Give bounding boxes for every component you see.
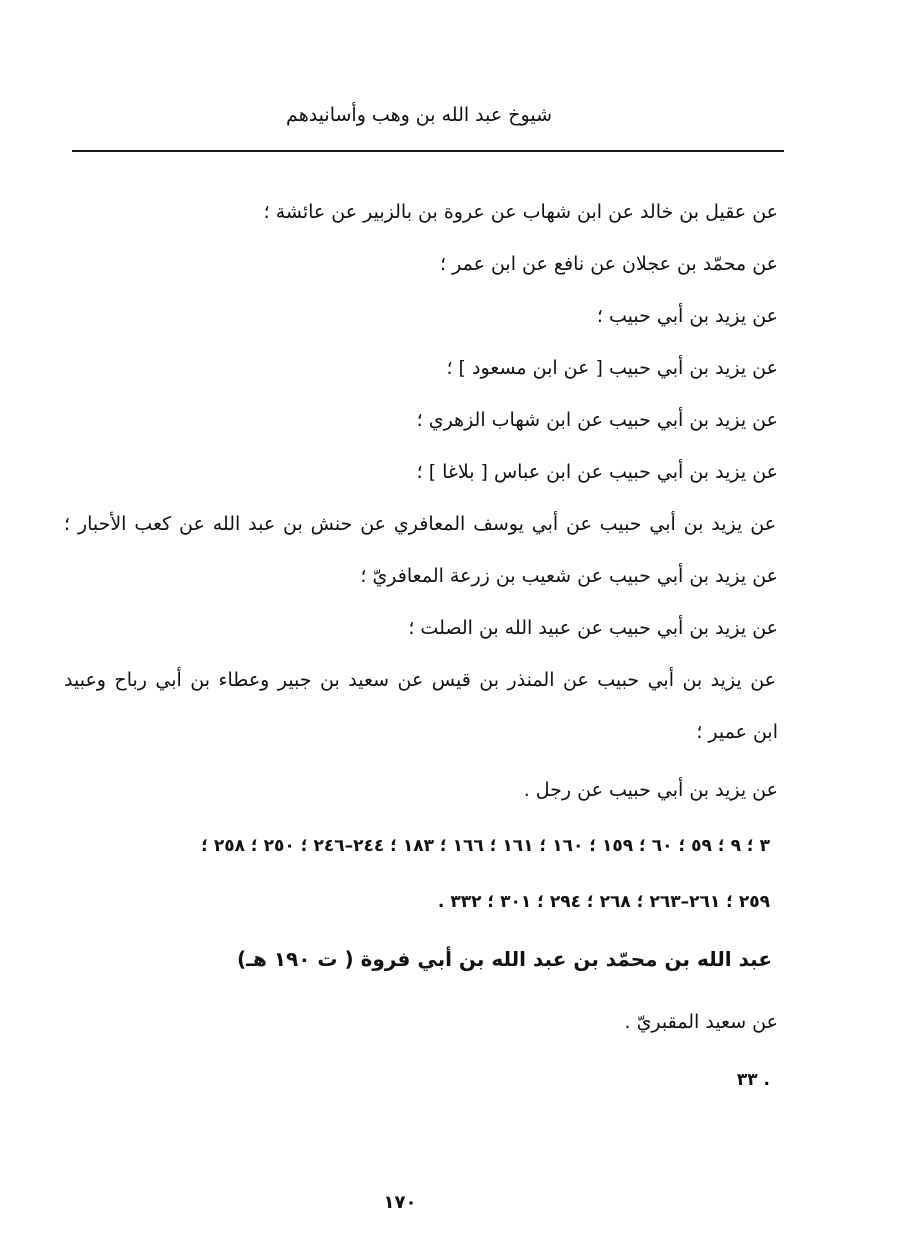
chain-line: عن سعيد المقبريّ . [624, 1011, 778, 1033]
chain-line: عن يزيد بن أبي حبيب عن أبي يوسف المعافري عن حنش بن عبد الله عن كعب الأحبار ؛ [64, 513, 776, 535]
chain-line: عن يزيد بن أبي حبيب عن شعيب بن زرعة المعافريّ ؛ [360, 565, 778, 587]
running-header: شيوخ عبد الله بن وهب وأسانيدهم [286, 104, 552, 126]
chain-line-continuation: ابن عمير ؛ [696, 721, 778, 743]
chain-line: عن يزيد بن أبي حبيب عن عبيد الله بن الصلت ؛ [408, 617, 778, 639]
hadith-numbers: . ٣٣ [736, 1070, 770, 1090]
hadith-numbers: ٢٥٩ ؛ ٢٦١–٢٦٣ ؛ ٢٦٨ ؛ ٢٩٤ ؛ ٣٠١ ؛ ٣٣٢ . [437, 892, 770, 912]
chain-line: عن يزيد بن أبي حبيب عن ابن عباس [ بلاغا ] ؛ [416, 461, 778, 483]
chain-line: عن يزيد بن أبي حبيب عن رجل . [523, 779, 778, 801]
hadith-numbers: ٣ ؛ ٩ ؛ ٥٩ ؛ ٦٠ ؛ ١٥٩ ؛ ١٦٠ ؛ ١٦١ ؛ ١٦٦ ؛ ١٨٣ ؛ ٢٤٤–٢٤٦ ؛ ٢٥٠ ؛ ٢٥٨ ؛ [201, 836, 770, 856]
entry-heading: عبد الله بن محمّد بن عبد الله بن أبي فروة ( ت ١٩٠ هـ) [237, 947, 772, 971]
chain-line: عن محمّد بن عجلان عن نافع عن ابن عمر ؛ [440, 253, 778, 275]
page-number: ١٧٠ [383, 1192, 417, 1213]
chain-line: عن يزيد بن أبي حبيب عن المنذر بن قيس عن سعيد بن جبير وعطاء بن أبي رباح وعبيد [64, 669, 776, 691]
chain-line: عن يزيد بن أبي حبيب عن ابن شهاب الزهري ؛ [416, 409, 778, 431]
chain-line: عن عقيل بن خالد عن ابن شهاب عن عروة بن بالزبير عن عائشة ؛ [263, 201, 778, 223]
chain-line: عن يزيد بن أبي حبيب [ عن ابن مسعود ] ؛ [446, 357, 778, 379]
chain-line: عن يزيد بن أبي حبيب ؛ [596, 305, 778, 327]
header-rule [72, 150, 784, 152]
